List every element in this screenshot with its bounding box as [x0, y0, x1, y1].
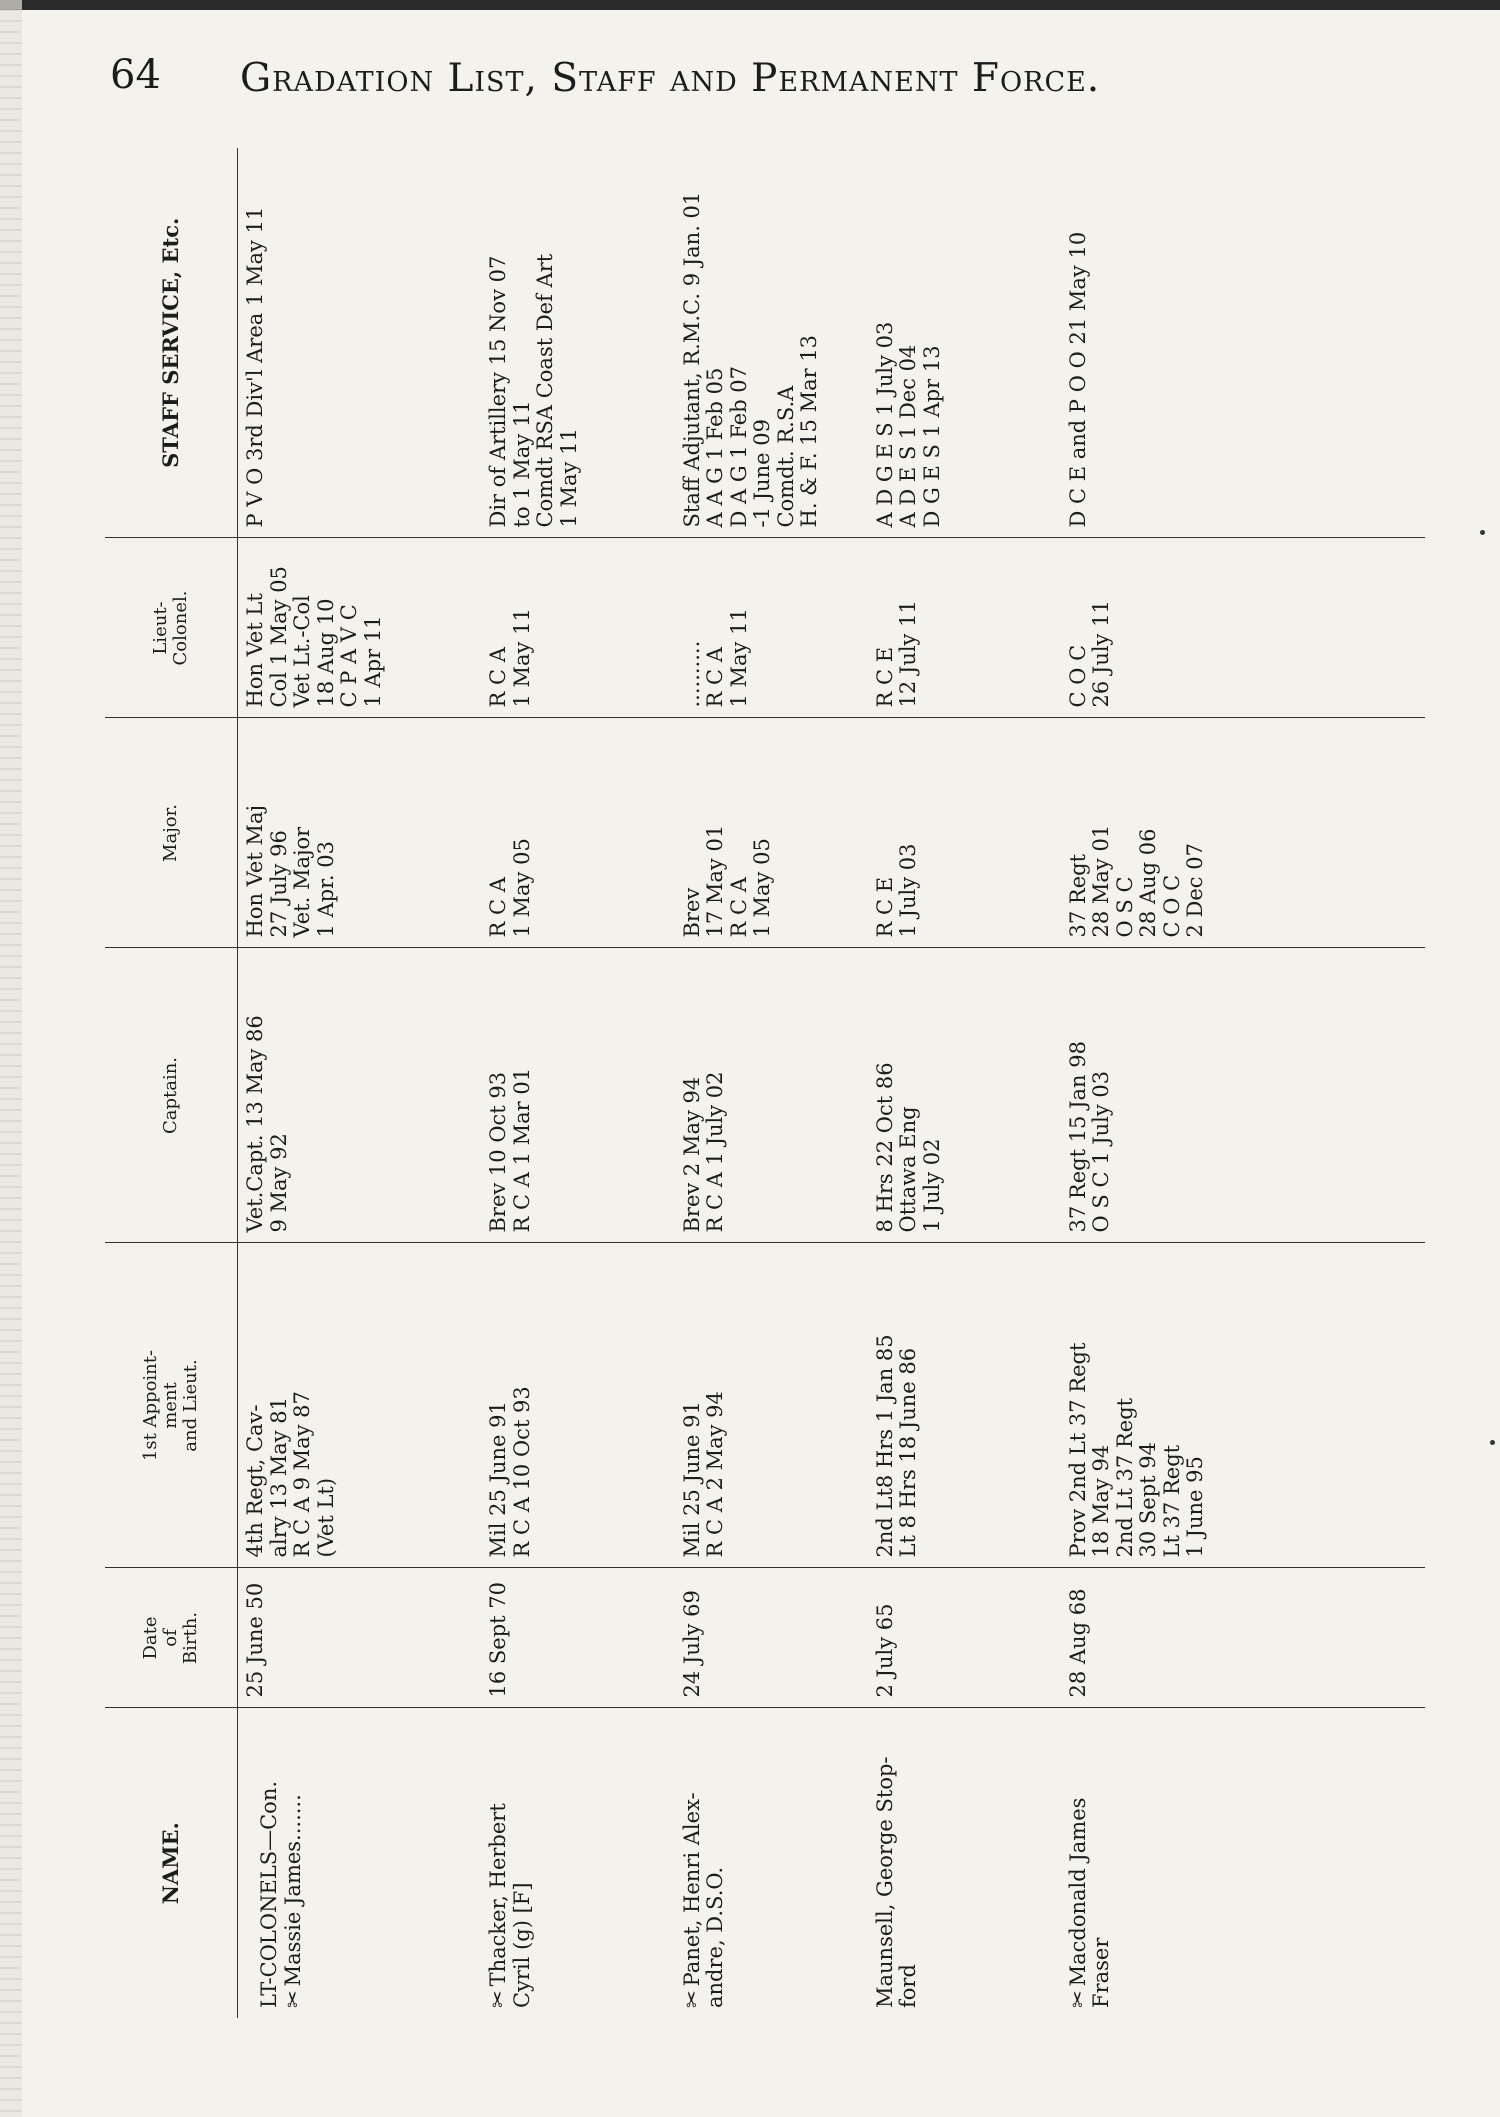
page-title: Gradation List, Staff and Permanent Force.: [240, 56, 1101, 101]
officer-name: Panet, Henri Alex- andre, D.S.O.: [679, 1792, 728, 2008]
ltcol-cell: C O C 26 July 11: [1061, 538, 1425, 718]
first-appointment-cell: Prov 2nd Lt 37 Regt 18 May 94 2nd Lt 37 Regt 30 Sept 94 Lt 37 Regt 1 June 95: [1061, 1243, 1425, 1568]
col-staff-header: STAFF SERVICE, Etc.: [105, 148, 238, 538]
ltcol-cell: R C A 1 May 11: [481, 538, 674, 718]
scissors-icon: ✂: [1065, 1990, 1090, 2008]
first-appointment-cell: Mil 25 June 91 R C A 2 May 94: [675, 1243, 868, 1568]
name-cell: [238, 1708, 482, 2018]
officer-name: Maunsell, George Stop- ford: [872, 1756, 921, 2008]
name-cell: [675, 1708, 868, 2018]
print-speck: [1490, 1440, 1495, 1445]
table-row: [1061, 148, 1425, 2018]
officer-name: Massie James.......: [280, 1794, 305, 1987]
captain-cell: Vet.Capt. 13 May 86 9 May 92: [238, 948, 482, 1243]
gradation-table: [105, 148, 1425, 2018]
table-row: [481, 148, 674, 2018]
major-cell: Brev 17 May 01 R C A 1 May 05: [675, 718, 868, 948]
captain-cell: 8 Hrs 22 Oct 86 Ottawa Eng 1 July 02: [868, 948, 1061, 1243]
table-row: [868, 148, 1061, 2018]
first-appointment-cell: Mil 25 June 91 R C A 10 Oct 93: [481, 1243, 674, 1568]
major-cell: Hon Vet Maj 27 July 96 Vet. Major 1 Apr. 03: [238, 718, 482, 948]
major-cell: 37 Regt 28 May 01 O S C 28 Aug 06 C O C 2 Dec 07: [1061, 718, 1425, 948]
table-row: [238, 148, 482, 2018]
scissors-icon: ✂: [486, 1990, 511, 2008]
col-birth-header: Date of Birth.: [105, 1568, 238, 1708]
major-cell: R C A 1 May 05: [481, 718, 674, 948]
col-major-header: Major.: [105, 718, 238, 948]
rotated-table-frame: [105, 148, 1425, 2018]
section-heading: LT-COLONELS—Con.: [257, 1780, 281, 2008]
staff-cell: P V O 3rd Div'l Area 1 May 11: [238, 148, 482, 538]
ltcol-cell: Hon Vet Lt Col 1 May 05 Vet Lt.-Col 18 Aug 10 C P A V C 1 Apr 11: [238, 538, 482, 718]
name-cell: [868, 1708, 1061, 2018]
col-captain-header: Captain.: [105, 948, 238, 1243]
captain-cell: Brev 10 Oct 93 R C A 1 Mar 01: [481, 948, 674, 1243]
page-top-edge: [0, 0, 1500, 10]
rotated-table-area: [105, 148, 1425, 2018]
ltcol-cell: .......... R C A 1 May 11: [675, 538, 868, 718]
birth-cell: 2 July 65: [868, 1568, 1061, 1708]
officer-name: Macdonald James Fraser: [1065, 1797, 1114, 2008]
captain-cell: Brev 2 May 94 R C A 1 July 02: [675, 948, 868, 1243]
print-speck: [1480, 530, 1485, 535]
col-first-appointment-header: 1st Appoint- ment and Lieut.: [105, 1243, 238, 1568]
staff-cell: D C E and P O O 21 May 10: [1061, 148, 1425, 538]
scissors-icon: ✂: [280, 1990, 305, 2008]
officer-name: Thacker, Herbert Cyril (g) [F]: [486, 1803, 534, 2008]
birth-cell: 16 Sept 70: [481, 1568, 674, 1708]
first-appointment-cell: 4th Regt, Cav- alry 13 May 81 R C A 9 May 87 (Vet Lt): [238, 1243, 482, 1568]
ltcol-cell: R C E 12 July 11: [868, 538, 1061, 718]
first-appointment-cell: 2nd Lt8 Hrs 1 Jan 85 Lt 8 Hrs 18 June 86: [868, 1243, 1061, 1568]
scissors-icon: ✂: [679, 1990, 704, 2008]
col-ltcol-header: Lieut- Colonel.: [105, 538, 238, 718]
page-number: 64: [110, 52, 161, 98]
birth-cell: 25 June 50: [238, 1568, 482, 1708]
page-binding-edge: [0, 0, 22, 2117]
name-cell: [1061, 1708, 1425, 2018]
table-row: [675, 148, 868, 2018]
staff-cell: Staff Adjutant, R.M.C. 9 Jan. 01 A A G 1 Feb 05 D A G 1 Feb 07 -1 June 09 Comdt. R.S.A H. & F. 15 Mar 13: [675, 148, 868, 538]
table-header-row: [105, 148, 238, 2018]
major-cell: R C E 1 July 03: [868, 718, 1061, 948]
birth-cell: 28 Aug 68: [1061, 1568, 1425, 1708]
captain-cell: 37 Regt 15 Jan 98 O S C 1 July 03: [1061, 948, 1425, 1243]
birth-cell: 24 July 69: [675, 1568, 868, 1708]
col-name-header: NAME.: [105, 1708, 238, 2018]
staff-cell: A D G E S 1 July 03 A D E S 1 Dec 04 D G E S 1 Apr 13: [868, 148, 1061, 538]
staff-cell: Dir of Artillery 15 Nov 07 to 1 May 11 Comdt RSA Coast Def Art 1 May 11: [481, 148, 674, 538]
name-cell: [481, 1708, 674, 2018]
